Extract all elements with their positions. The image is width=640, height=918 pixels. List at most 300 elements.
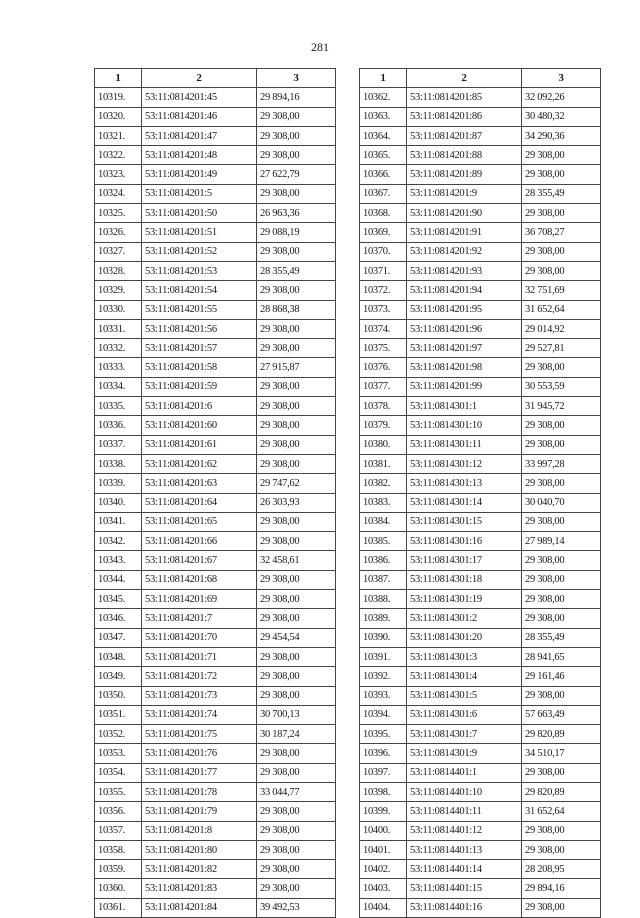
cadastral-number: 53:11:0814301:6: [407, 705, 522, 724]
cadastral-value: 29 014,92: [522, 319, 601, 338]
row-number: 10376.: [360, 358, 407, 377]
row-number: 10343.: [95, 551, 142, 570]
row-number: 10370.: [360, 242, 407, 261]
cadastral-value: 29 308,00: [257, 377, 336, 396]
table-row: [360, 860, 601, 879]
row-number: 10355.: [95, 782, 142, 801]
table-row: [360, 647, 601, 666]
row-number: 10330.: [95, 300, 142, 319]
cadastral-number: 53:11:0814401:15: [407, 879, 522, 898]
cadastral-number: 53:11:0814301:13: [407, 474, 522, 493]
cadastral-number: 53:11:0814301:9: [407, 744, 522, 763]
cadastral-number: 53:11:0814301:2: [407, 609, 522, 628]
cadastral-value: 29 308,00: [257, 879, 336, 898]
cadastral-number: 53:11:0814201:99: [407, 377, 522, 396]
table-row: [95, 840, 336, 859]
cadastral-number: 53:11:0814201:73: [142, 686, 257, 705]
cadastral-value: 29 308,00: [257, 126, 336, 145]
row-number: 10324.: [95, 184, 142, 203]
cadastral-number: 53:11:0814201:72: [142, 667, 257, 686]
cadastral-number: 53:11:0814201:84: [142, 898, 257, 917]
cadastral-value: 29 308,00: [522, 242, 601, 261]
table-row: [360, 686, 601, 705]
table-row: [360, 840, 601, 859]
cadastral-value: 30 700,13: [257, 705, 336, 724]
table-row: [95, 454, 336, 473]
cadastral-number: 53:11:0814201:65: [142, 512, 257, 531]
row-number: 10363.: [360, 107, 407, 126]
cadastral-number: 53:11:0814201:45: [142, 88, 257, 107]
cadastral-value: 29 308,00: [522, 416, 601, 435]
cadastral-value: 29 308,00: [257, 590, 336, 609]
cadastral-number: 53:11:0814201:86: [407, 107, 522, 126]
cadastral-value: 29 308,00: [522, 570, 601, 589]
table-row: [95, 725, 336, 744]
row-number: 10399.: [360, 802, 407, 821]
table-header-row: [95, 69, 336, 88]
table-row: [360, 165, 601, 184]
row-number: 10319.: [95, 88, 142, 107]
row-number: 10354.: [95, 763, 142, 782]
table-row: [95, 551, 336, 570]
table-row: [360, 590, 601, 609]
table-row: [95, 88, 336, 107]
table-row: [95, 435, 336, 454]
right-register-table: [359, 68, 601, 918]
row-number: 10380.: [360, 435, 407, 454]
table-row: [95, 532, 336, 551]
table-row: [360, 570, 601, 589]
table-row: [95, 570, 336, 589]
cadastral-value: 27 622,79: [257, 165, 336, 184]
cadastral-value: 29 308,00: [257, 397, 336, 416]
row-number: 10323.: [95, 165, 142, 184]
cadastral-number: 53:11:0814201:91: [407, 223, 522, 242]
row-number: 10382.: [360, 474, 407, 493]
row-number: 10369.: [360, 223, 407, 242]
cadastral-value: 29 308,00: [522, 609, 601, 628]
table-row: [360, 551, 601, 570]
cadastral-number: 53:11:0814201:90: [407, 204, 522, 223]
cadastral-value: 29 894,16: [522, 879, 601, 898]
row-number: 10334.: [95, 377, 142, 396]
cadastral-value: 29 308,00: [522, 686, 601, 705]
cadastral-number: 53:11:0814301:4: [407, 667, 522, 686]
cadastral-value: 29 308,00: [522, 551, 601, 570]
row-number: 10391.: [360, 647, 407, 666]
cadastral-number: 53:11:0814201:82: [142, 860, 257, 879]
cadastral-value: 29 308,00: [522, 590, 601, 609]
cadastral-number: 53:11:0814301:20: [407, 628, 522, 647]
cadastral-number: 53:11:0814201:51: [142, 223, 257, 242]
cadastral-number: 53:11:0814201:89: [407, 165, 522, 184]
cadastral-value: 29 308,00: [257, 242, 336, 261]
row-number: 10398.: [360, 782, 407, 801]
column-header-cadastral: 2: [407, 69, 522, 88]
cadastral-number: 53:11:0814201:62: [142, 454, 257, 473]
cadastral-value: 29 308,00: [257, 763, 336, 782]
cadastral-number: 53:11:0814201:79: [142, 802, 257, 821]
row-number: 10404.: [360, 898, 407, 917]
row-number: 10364.: [360, 126, 407, 145]
table-row: [360, 146, 601, 165]
row-number: 10368.: [360, 204, 407, 223]
cadastral-value: 28 868,38: [257, 300, 336, 319]
row-number: 10384.: [360, 512, 407, 531]
cadastral-value: 29 308,00: [522, 358, 601, 377]
cadastral-number: 53:11:0814301:11: [407, 435, 522, 454]
cadastral-value: 29 308,00: [522, 261, 601, 280]
row-number: 10352.: [95, 725, 142, 744]
cadastral-number: 53:11:0814201:56: [142, 319, 257, 338]
cadastral-value: 30 553,59: [522, 377, 601, 396]
row-number: 10350.: [95, 686, 142, 705]
row-number: 10372.: [360, 281, 407, 300]
row-number: 10337.: [95, 435, 142, 454]
row-number: 10328.: [95, 261, 142, 280]
cadastral-number: 53:11:0814201:64: [142, 493, 257, 512]
cadastral-number: 53:11:0814401:13: [407, 840, 522, 859]
cadastral-number: 53:11:0814201:6: [142, 397, 257, 416]
table-row: [360, 358, 601, 377]
cadastral-value: 29 308,00: [257, 840, 336, 859]
cadastral-value: 29 820,89: [522, 782, 601, 801]
cadastral-value: 29 308,00: [522, 474, 601, 493]
cadastral-number: 53:11:0814201:49: [142, 165, 257, 184]
cadastral-value: 29 308,00: [257, 146, 336, 165]
cadastral-value: 29 308,00: [257, 609, 336, 628]
table-row: [95, 126, 336, 145]
row-number: 10396.: [360, 744, 407, 763]
table-row: [95, 763, 336, 782]
table-row: [360, 377, 601, 396]
cadastral-value: 27 915,87: [257, 358, 336, 377]
cadastral-value: 33 044,77: [257, 782, 336, 801]
table-row: [95, 860, 336, 879]
table-header-row: [360, 69, 601, 88]
table-row: [95, 146, 336, 165]
row-number: 10338.: [95, 454, 142, 473]
row-number: 10339.: [95, 474, 142, 493]
table-row: [360, 107, 601, 126]
cadastral-value: 29 527,81: [522, 339, 601, 358]
table-row: [95, 590, 336, 609]
cadastral-number: 53:11:0814301:14: [407, 493, 522, 512]
cadastral-value: 29 308,00: [522, 204, 601, 223]
page-number: 281: [311, 40, 329, 54]
cadastral-value: 29 308,00: [257, 532, 336, 551]
row-number: 10393.: [360, 686, 407, 705]
table-row: [95, 879, 336, 898]
cadastral-value: 29 308,00: [257, 416, 336, 435]
table-row: [95, 281, 336, 300]
row-number: 10381.: [360, 454, 407, 473]
cadastral-value: 29 308,00: [257, 435, 336, 454]
cadastral-value: 29 161,46: [522, 667, 601, 686]
table-row: [95, 107, 336, 126]
table-row: [360, 435, 601, 454]
cadastral-number: 53:11:0814201:54: [142, 281, 257, 300]
cadastral-number: 53:11:0814201:8: [142, 821, 257, 840]
cadastral-value: 39 492,53: [257, 898, 336, 917]
cadastral-number: 53:11:0814201:83: [142, 879, 257, 898]
table-row: [95, 319, 336, 338]
table-row: [360, 416, 601, 435]
table-row: [95, 223, 336, 242]
table-row: [360, 667, 601, 686]
cadastral-value: 29 308,00: [257, 667, 336, 686]
cadastral-value: 29 308,00: [257, 319, 336, 338]
cadastral-number: 53:11:0814201:95: [407, 300, 522, 319]
cadastral-number: 53:11:0814201:50: [142, 204, 257, 223]
cadastral-number: 53:11:0814301:15: [407, 512, 522, 531]
cadastral-value: 29 308,00: [522, 146, 601, 165]
row-number: 10397.: [360, 763, 407, 782]
cadastral-number: 53:11:0814201:58: [142, 358, 257, 377]
cadastral-value: 29 308,00: [522, 763, 601, 782]
cadastral-value: 29 308,00: [522, 512, 601, 531]
cadastral-number: 53:11:0814201:77: [142, 763, 257, 782]
row-number: 10320.: [95, 107, 142, 126]
row-number: 10347.: [95, 628, 142, 647]
table-row: [95, 512, 336, 531]
cadastral-value: 27 989,14: [522, 532, 601, 551]
cadastral-number: 53:11:0814301:3: [407, 647, 522, 666]
row-number: 10353.: [95, 744, 142, 763]
cadastral-number: 53:11:0814201:9: [407, 184, 522, 203]
cadastral-value: 30 480,32: [522, 107, 601, 126]
row-number: 10361.: [95, 898, 142, 917]
table-row: [360, 802, 601, 821]
cadastral-value: 29 308,00: [522, 821, 601, 840]
row-number: 10374.: [360, 319, 407, 338]
cadastral-value: 33 997,28: [522, 454, 601, 473]
cadastral-value: 34 510,17: [522, 744, 601, 763]
row-number: 10341.: [95, 512, 142, 531]
table-row: [360, 204, 601, 223]
row-number: 10326.: [95, 223, 142, 242]
table-row: [95, 300, 336, 319]
row-number: 10394.: [360, 705, 407, 724]
table-row: [360, 319, 601, 338]
table-row: [95, 898, 336, 917]
row-number: 10403.: [360, 879, 407, 898]
table-row: [95, 416, 336, 435]
table-row: [360, 261, 601, 280]
cadastral-number: 53:11:0814201:93: [407, 261, 522, 280]
row-number: 10367.: [360, 184, 407, 203]
cadastral-number: 53:11:0814301:5: [407, 686, 522, 705]
row-number: 10348.: [95, 647, 142, 666]
table-row: [95, 686, 336, 705]
cadastral-value: 32 751,69: [522, 281, 601, 300]
cadastral-value: 29 308,00: [257, 454, 336, 473]
cadastral-value: 29 308,00: [522, 840, 601, 859]
table-row: [95, 705, 336, 724]
table-row: [95, 802, 336, 821]
cadastral-value: 29 308,00: [257, 107, 336, 126]
cadastral-number: 53:11:0814201:74: [142, 705, 257, 724]
table-row: [360, 879, 601, 898]
cadastral-number: 53:11:0814301:12: [407, 454, 522, 473]
row-number: 10321.: [95, 126, 142, 145]
row-number: 10331.: [95, 319, 142, 338]
table-row: [95, 667, 336, 686]
row-number: 10362.: [360, 88, 407, 107]
cadastral-value: 31 945,72: [522, 397, 601, 416]
table-row: [360, 88, 601, 107]
row-number: 10387.: [360, 570, 407, 589]
table-row: [360, 763, 601, 782]
cadastral-value: 29 308,00: [522, 435, 601, 454]
cadastral-number: 53:11:0814201:87: [407, 126, 522, 145]
table-row: [360, 126, 601, 145]
cadastral-number: 53:11:0814301:16: [407, 532, 522, 551]
row-number: 10335.: [95, 397, 142, 416]
cadastral-number: 53:11:0814201:96: [407, 319, 522, 338]
cadastral-value: 29 454,54: [257, 628, 336, 647]
cadastral-number: 53:11:0814201:67: [142, 551, 257, 570]
cadastral-value: 29 308,00: [257, 821, 336, 840]
cadastral-number: 53:11:0814201:69: [142, 590, 257, 609]
column-header-cadastral: 2: [142, 69, 257, 88]
table-row: [95, 609, 336, 628]
row-number: 10340.: [95, 493, 142, 512]
cadastral-value: 31 652,64: [522, 300, 601, 319]
cadastral-number: 53:11:0814301:19: [407, 590, 522, 609]
table-row: [95, 474, 336, 493]
table-row: [95, 261, 336, 280]
table-row: [95, 377, 336, 396]
cadastral-value: 28 355,49: [257, 261, 336, 280]
cadastral-number: 53:11:0814201:71: [142, 647, 257, 666]
cadastral-number: 53:11:0814201:78: [142, 782, 257, 801]
cadastral-number: 53:11:0814201:60: [142, 416, 257, 435]
row-number: 10366.: [360, 165, 407, 184]
cadastral-value: 30 187,24: [257, 725, 336, 744]
cadastral-number: 53:11:0814201:48: [142, 146, 257, 165]
cadastral-number: 53:11:0814401:10: [407, 782, 522, 801]
cadastral-value: 29 820,89: [522, 725, 601, 744]
cadastral-number: 53:11:0814201:94: [407, 281, 522, 300]
table-row: [360, 493, 601, 512]
row-number: 10325.: [95, 204, 142, 223]
cadastral-number: 53:11:0814201:76: [142, 744, 257, 763]
cadastral-number: 53:11:0814401:11: [407, 802, 522, 821]
cadastral-value: 29 747,62: [257, 474, 336, 493]
row-number: 10329.: [95, 281, 142, 300]
cadastral-number: 53:11:0814301:1: [407, 397, 522, 416]
table-row: [360, 223, 601, 242]
table-row: [95, 397, 336, 416]
row-number: 10344.: [95, 570, 142, 589]
column-header-value: 3: [522, 69, 601, 88]
table-row: [95, 647, 336, 666]
cadastral-value: 31 652,64: [522, 802, 601, 821]
cadastral-number: 53:11:0814201:92: [407, 242, 522, 261]
cadastral-number: 53:11:0814201:5: [142, 184, 257, 203]
cadastral-number: 53:11:0814301:7: [407, 725, 522, 744]
cadastral-value: 29 308,00: [522, 898, 601, 917]
cadastral-value: 34 290,36: [522, 126, 601, 145]
table-row: [360, 281, 601, 300]
cadastral-value: 29 308,00: [522, 165, 601, 184]
table-row: [360, 454, 601, 473]
cadastral-value: 29 308,00: [257, 860, 336, 879]
row-number: 10400.: [360, 821, 407, 840]
cadastral-value: 29 308,00: [257, 686, 336, 705]
cadastral-value: 28 208,95: [522, 860, 601, 879]
table-row: [360, 898, 601, 917]
row-number: 10379.: [360, 416, 407, 435]
row-number: 10358.: [95, 840, 142, 859]
cadastral-number: 53:11:0814201:47: [142, 126, 257, 145]
row-number: 10346.: [95, 609, 142, 628]
table-row: [360, 628, 601, 647]
row-number: 10365.: [360, 146, 407, 165]
table-row: [360, 782, 601, 801]
column-header-number: 1: [360, 69, 407, 88]
row-number: 10373.: [360, 300, 407, 319]
table-row: [95, 628, 336, 647]
cadastral-value: 28 355,49: [522, 184, 601, 203]
row-number: 10332.: [95, 339, 142, 358]
row-number: 10392.: [360, 667, 407, 686]
cadastral-number: 53:11:0814401:16: [407, 898, 522, 917]
table-row: [95, 242, 336, 261]
cadastral-value: 29 308,00: [257, 281, 336, 300]
table-row: [95, 165, 336, 184]
cadastral-value: 28 941,65: [522, 647, 601, 666]
cadastral-value: 29 308,00: [257, 802, 336, 821]
cadastral-number: 53:11:0814201:7: [142, 609, 257, 628]
table-row: [95, 493, 336, 512]
cadastral-value: 36 708,27: [522, 223, 601, 242]
cadastral-number: 53:11:0814201:63: [142, 474, 257, 493]
cadastral-number: 53:11:0814201:57: [142, 339, 257, 358]
cadastral-number: 53:11:0814301:10: [407, 416, 522, 435]
cadastral-value: 29 894,16: [257, 88, 336, 107]
cadastral-number: 53:11:0814201:88: [407, 146, 522, 165]
row-number: 10359.: [95, 860, 142, 879]
table-row: [360, 725, 601, 744]
table-row: [360, 705, 601, 724]
table-row: [95, 358, 336, 377]
table-row: [360, 300, 601, 319]
column-header-value: 3: [257, 69, 336, 88]
row-number: 10322.: [95, 146, 142, 165]
row-number: 10377.: [360, 377, 407, 396]
cadastral-number: 53:11:0814201:52: [142, 242, 257, 261]
cadastral-value: 32 092,26: [522, 88, 601, 107]
cadastral-number: 53:11:0814201:66: [142, 532, 257, 551]
table-row: [360, 184, 601, 203]
row-number: 10389.: [360, 609, 407, 628]
row-number: 10371.: [360, 261, 407, 280]
row-number: 10357.: [95, 821, 142, 840]
table-row: [360, 397, 601, 416]
row-number: 10402.: [360, 860, 407, 879]
row-number: 10351.: [95, 705, 142, 724]
cadastral-value: 26 303,93: [257, 493, 336, 512]
row-number: 10401.: [360, 840, 407, 859]
row-number: 10378.: [360, 397, 407, 416]
table-row: [360, 339, 601, 358]
table-row: [95, 339, 336, 358]
cadastral-number: 53:11:0814201:98: [407, 358, 522, 377]
cadastral-value: 57 663,49: [522, 705, 601, 724]
cadastral-value: 29 308,00: [257, 744, 336, 763]
